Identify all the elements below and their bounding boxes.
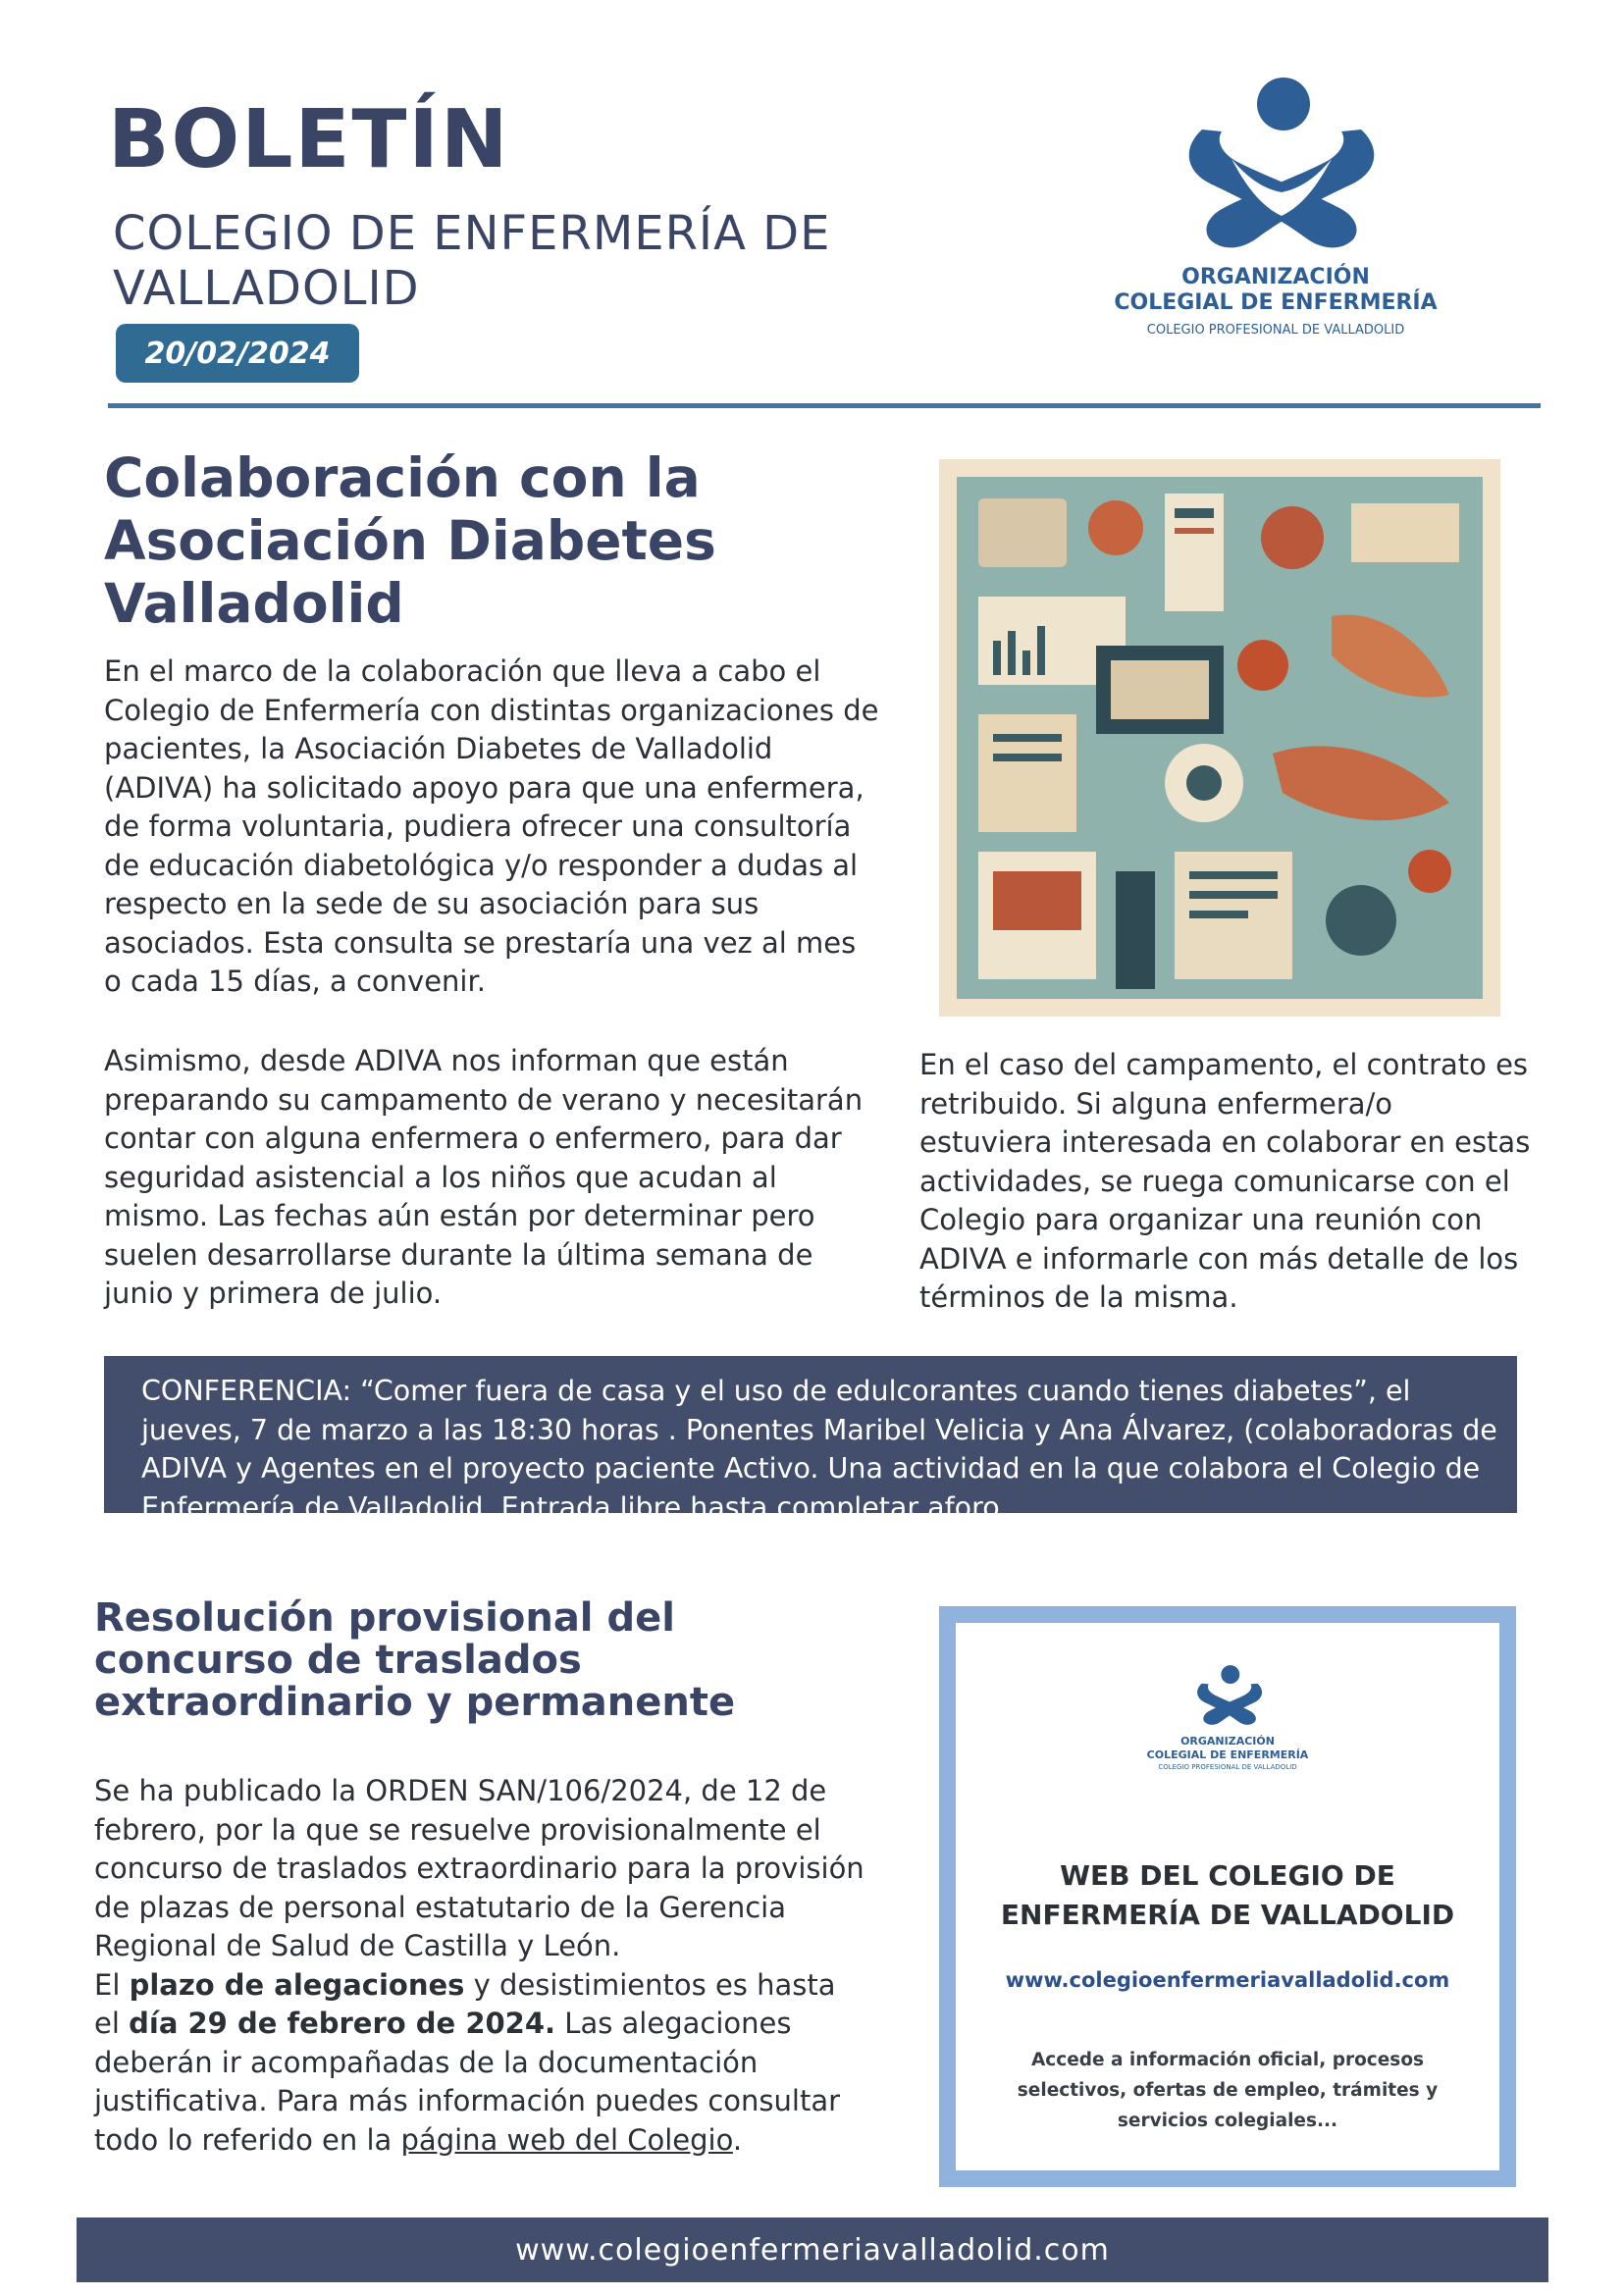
logo-line-2: COLEGIAL DE ENFERMERÍA [1114, 290, 1438, 315]
website-card-title-line-1: WEB DEL COLEGIO DE [1060, 1859, 1395, 1892]
bulletin-title: BOLETÍN [108, 93, 510, 186]
paragraph-camp-contract: En el caso del campamento, el contrato es retribuido. Si alguna enfermera/o estuviera interesada en colaborar en estas actividades, se ruega comunicarse con el Colegio para organizar una reunión con ADIVA e informarle con más detalle de los términos de la misma. [919, 1048, 1531, 1314]
section-heading-diabetes: Colaboración con la Asociación Diabetes Valladolid [104, 446, 716, 635]
medical-illustration [939, 459, 1500, 1017]
website-card [939, 1606, 1516, 2187]
logo-line-1: ORGANIZACIÓN [1181, 265, 1370, 289]
footer-url[interactable]: www.colegioenfermeriavalladolid.com [77, 2218, 1548, 2282]
card-logo-line-2: COLEGIAL DE ENFERMERÍA [1146, 1748, 1309, 1761]
text-fragment: . [732, 2122, 743, 2157]
text-fragment: y desistimientos es hasta el [94, 1967, 836, 2040]
paragraph-adiva-consultancy: En el marco de la colaboración que lleva a cabo el Colegio de Enfermería con distintas organizaciones de pacientes, la Asociación Diabetes de Valladolid (ADIVA) ha solicitado apoyo para que una enfermera, de forma voluntaria, pudiera ofrecer una consultoría de educación diabetológica y/o responder a dudas al respecto en la sede de su asociación para sus asociados. Esta consulta se prestaría una vez al mes o cada 15 días, a convenir. [104, 654, 879, 998]
logo-line-3: COLEGIO PROFESIONAL DE VALLADOLID [1146, 323, 1405, 338]
header-divider [108, 403, 1541, 408]
website-card-url[interactable]: www.colegioenfermeriavalladolid.com [1005, 1968, 1450, 1992]
website-card-title-line-2: ENFERMERÍA DE VALLADOLID [1000, 1899, 1455, 1931]
website-card-inner [956, 1623, 1499, 2170]
website-card-title [956, 1856, 1499, 1935]
bulletin-subtitle: COLEGIO DE ENFERMERÍA DE VALLADOLID [113, 206, 831, 316]
paragraph-summer-camp: Asimismo, desde ADIVA nos informan que están preparando su campamento de verano y necesitarán contar con alguna enfermera o enfermero, para dar seguridad asistencial a los niños que acudan al mismo. Las fechas aún están por determinar pero suelen desarrollarse durante la última semana de junio y primera de julio. [104, 1044, 864, 1310]
nurse-figure-icon [1169, 1662, 1286, 1731]
conference-text: CONFERENCIA: “Comer fuera de casa y el uso de edulcorantes cuando tienes diabetes”, el jueves, 7 de marzo a las 18:30 horas . Ponentes Maribel Velicia y Ana Álvarez, (colaboradoras de ADIVA y Agentes en el proyecto paciente Activo. Una actividad en la que colabora el Colegio de Enfermería de Valladolid. Entrada libre hasta completar aforo. [141, 1375, 1497, 1524]
medical-collage-icon [939, 459, 1500, 1017]
deadline-label: plazo de alegaciones [129, 1967, 465, 2002]
organization-logo [1114, 69, 1438, 353]
text-fragment: Las alegaciones deberán ir acompañadas de la documentación justificativa. Para más información puedes consultar todo lo referido en la [94, 2007, 841, 2157]
deadline-date: día 29 de febrero de 2024. [129, 2007, 556, 2040]
card-logo-line-1: ORGANIZACIÓN [1180, 1735, 1275, 1748]
nurse-figure-icon [1114, 69, 1438, 265]
text-fragment: El [94, 1967, 130, 2002]
paragraph-transfers [94, 1772, 869, 2160]
date-badge: 20/02/2024 [116, 324, 359, 383]
card-logo [956, 1662, 1499, 1772]
college-website-link[interactable]: página web del Colegio [400, 2122, 733, 2157]
card-logo-line-3: COLEGIO PROFESIONAL DE VALLADOLID [1158, 1763, 1297, 1771]
transfers-intro: Se ha publicado la ORDEN SAN/106/2024, de 12 de febrero, por la que se resuelve provisionalmente el concurso de traslados extraordinario para la provisión de plazas de personal estatutario de la Gerencia Regional de Salud de Castilla y León. [94, 1774, 864, 1962]
section-heading-transfers: Resolución provisional del concurso de traslados extraordinario y permanente [94, 1595, 736, 1725]
website-card-description: Accede a información oficial, procesos selectivos, ofertas de empleo, trámites y servicios colegiales... [1017, 2050, 1439, 2131]
logo-text [1114, 265, 1438, 339]
